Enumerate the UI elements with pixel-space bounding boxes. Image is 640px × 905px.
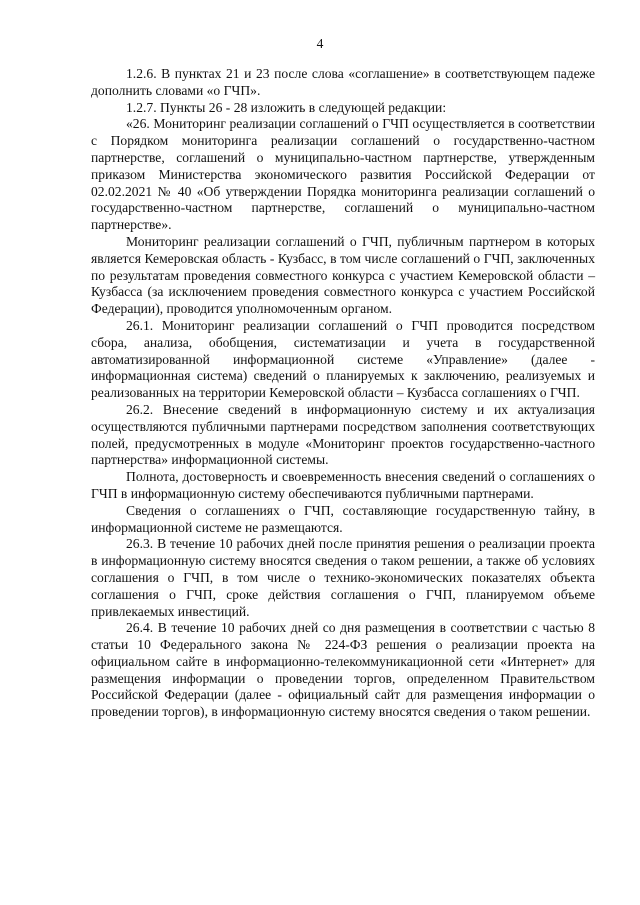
paragraph-26: «26. Мониторинг реализации соглашений о ГЧП осуществляется в соответствии с Порядком мониторинга реализации соглашений о государственно-частном партнерстве, соглашений о муниципально-частном партнерстве, утвержденным приказом Министерства экономического развития Российской Федерации от 02.02.2021 № 40 «Об утверждении Порядка мониторинга реализации соглашений о государственно-частном партнерстве, соглашений о муниципально-частном партнерстве». [91,116,595,233]
paragraph-1-2-7: 1.2.7. Пункты 26 - 28 изложить в следующей редакции: [126,99,447,115]
paragraph-26-3: 26.3. В течение 10 рабочих дней после принятия решения о реализации проекта в информационную систему вносятся сведения о таком решении, а также об условиях соглашения о ГЧП, в том числе о технико-экономических показателях объекта соглашения о ГЧП, сроке действия соглашения о ГЧП, планируемом объеме привлекаемых инвестиций. [91,536,595,619]
paragraph-26-1: 26.1. Мониторинг реализации соглашений о ГЧП проводится посредством сбора, анализа, обобщения, систематизации и учета в государственной автоматизированной информационной системе «Управление» (далее - информационная система) сведений о планируемых к заключению, реализуемых и реализованных на территории Кемеровской области – Кузбасса соглашениях о ГЧП. [91,317,595,401]
paragraph-monitoring-kuzbass: Мониторинг реализации соглашений о ГЧП, публичным партнером в которых является Кемеровская область - Кузбасс, в том числе соглашений о ГЧП, заключенных по результатам проведения совместного конкурса с участием Кемеровской области – Кузбасса (за исключением проведения совместного конкурса с участием Российской Федерации), проводится уполномоченным органом. [91,233,595,317]
document-body [91,66,595,721]
paragraph-state-secret: Сведения о соглашениях о ГЧП, составляющие государственную тайну, в информационной системе не размещаются. [91,502,595,535]
paragraph-1-2-6: 1.2.6. В пунктах 21 и 23 после слова «соглашение» в соответствующем падеже дополнить словами «о ГЧП». [91,66,595,98]
paragraph-26-4: 26.4. В течение 10 рабочих дней со дня размещения в соответствии с частью 8 статьи 10 Федерального закона № 224-ФЗ решения о реализации проекта на официальном сайте в информационно-телекоммуникационной сети «Интернет» для размещения информации о проведении торгов, определенном Правительством Российской Федерации (далее - официальный сайт для размещения информации о проведении торгов), в информационную систему вносятся сведения о таком решении. [91,620,595,720]
paragraph-26-2: 26.2. Внесение сведений в информационную систему и их актуализация осуществляются публичными партнерами посредством заполнения соответствующих полей, предусмотренных в модуле «Мониторинг проектов государственно-частного партнерства» информационной системы. [91,401,595,468]
paragraph-completeness: Полнота, достоверность и своевременность внесения сведений о соглашениях о ГЧП в информационную систему обеспечиваются публичными партнерами. [91,469,595,501]
page-number: 4 [316,36,324,51]
